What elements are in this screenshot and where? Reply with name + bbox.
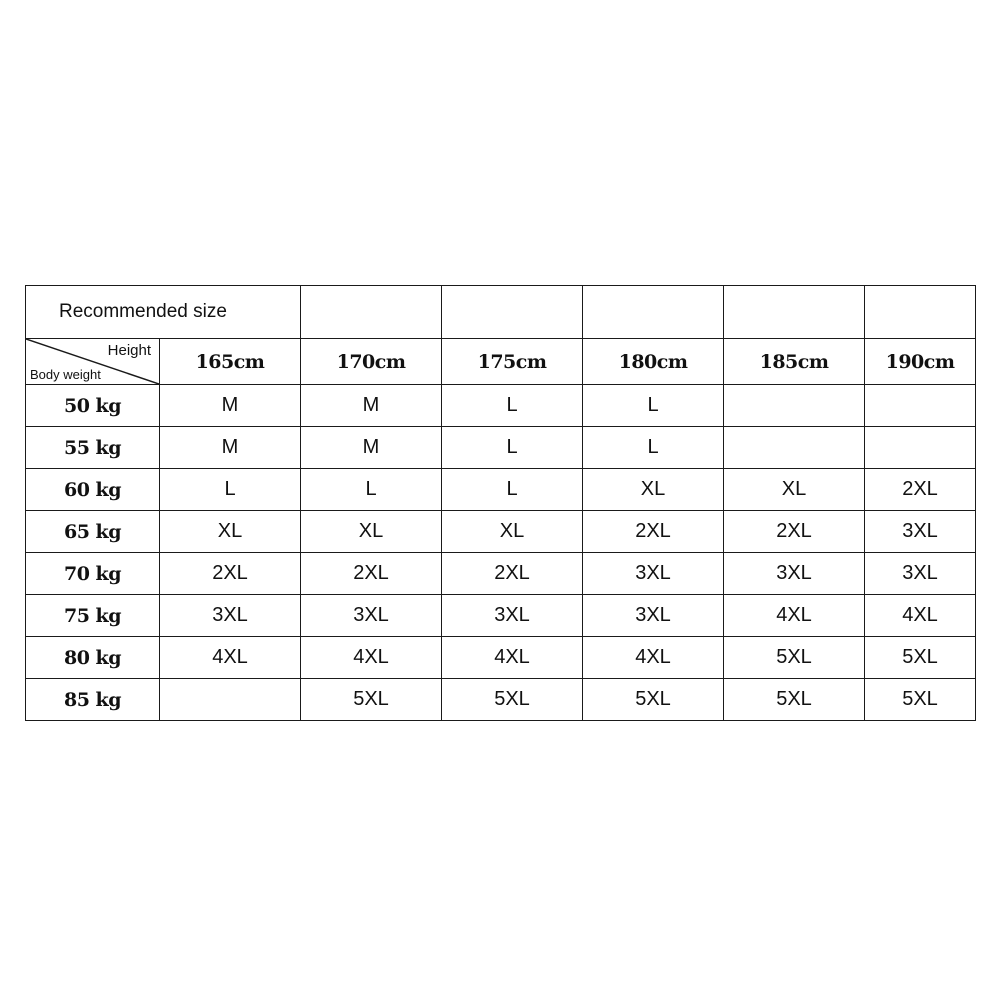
height-header: 180cm xyxy=(583,339,724,385)
empty-title-cell xyxy=(724,286,865,339)
chart-title: Recommended size xyxy=(26,286,301,339)
size-cell: 5XL xyxy=(724,637,865,679)
weight-header: 65 kg xyxy=(26,511,160,553)
size-cell: L xyxy=(442,469,583,511)
size-cell: M xyxy=(160,385,301,427)
size-cell xyxy=(865,385,976,427)
size-cell: 3XL xyxy=(442,595,583,637)
size-cell: 3XL xyxy=(865,511,976,553)
weight-header: 85 kg xyxy=(26,679,160,721)
empty-title-cell xyxy=(865,286,976,339)
size-cell: 2XL xyxy=(442,553,583,595)
table-row xyxy=(26,595,976,637)
size-cell: L xyxy=(583,427,724,469)
size-cell: 3XL xyxy=(160,595,301,637)
height-header: 185cm xyxy=(724,339,865,385)
empty-title-cell xyxy=(583,286,724,339)
size-cell: XL xyxy=(301,511,442,553)
size-cell: L xyxy=(442,385,583,427)
size-cell: L xyxy=(583,385,724,427)
size-cell: 3XL xyxy=(865,553,976,595)
table-row xyxy=(26,679,976,721)
size-cell: M xyxy=(160,427,301,469)
size-cell: 4XL xyxy=(583,637,724,679)
empty-title-cell xyxy=(301,286,442,339)
height-axis-label: Height xyxy=(107,342,151,359)
size-cell: 2XL xyxy=(301,553,442,595)
size-cell: 5XL xyxy=(301,679,442,721)
size-cell: M xyxy=(301,385,442,427)
size-cell: 2XL xyxy=(583,511,724,553)
empty-title-cell xyxy=(442,286,583,339)
size-cell: 2XL xyxy=(865,469,976,511)
size-cell xyxy=(160,679,301,721)
weight-header: 50 kg xyxy=(26,385,160,427)
weight-axis-label: Body weight xyxy=(30,367,101,382)
size-cell: 5XL xyxy=(724,679,865,721)
size-cell: XL xyxy=(442,511,583,553)
size-cell: 4XL xyxy=(724,595,865,637)
height-header: 165cm xyxy=(160,339,301,385)
size-cell: 3XL xyxy=(301,595,442,637)
header-row xyxy=(26,339,976,385)
table-row xyxy=(26,469,976,511)
size-cell: L xyxy=(442,427,583,469)
table-row xyxy=(26,511,976,553)
size-cell xyxy=(724,427,865,469)
size-cell: L xyxy=(160,469,301,511)
size-cell: 4XL xyxy=(442,637,583,679)
weight-header: 75 kg xyxy=(26,595,160,637)
table-row xyxy=(26,553,976,595)
size-cell: XL xyxy=(160,511,301,553)
weight-header: 80 kg xyxy=(26,637,160,679)
size-cell xyxy=(724,385,865,427)
size-cell: L xyxy=(301,469,442,511)
weight-header: 55 kg xyxy=(26,427,160,469)
size-cell: 4XL xyxy=(301,637,442,679)
table-row xyxy=(26,385,976,427)
size-cell: XL xyxy=(724,469,865,511)
size-cell: 3XL xyxy=(724,553,865,595)
size-cell xyxy=(865,427,976,469)
height-header: 170cm xyxy=(301,339,442,385)
size-cell: 3XL xyxy=(583,553,724,595)
size-cell: XL xyxy=(583,469,724,511)
size-cell: 5XL xyxy=(583,679,724,721)
size-cell: 3XL xyxy=(583,595,724,637)
size-cell: 2XL xyxy=(160,553,301,595)
table-row xyxy=(26,637,976,679)
weight-header: 70 kg xyxy=(26,553,160,595)
height-header: 175cm xyxy=(442,339,583,385)
size-cell: 2XL xyxy=(724,511,865,553)
table-row xyxy=(26,427,976,469)
size-cell: 5XL xyxy=(442,679,583,721)
height-header: 190cm xyxy=(865,339,976,385)
size-cell: 4XL xyxy=(160,637,301,679)
size-cell: 5XL xyxy=(865,637,976,679)
size-cell: M xyxy=(301,427,442,469)
title-row xyxy=(26,286,976,339)
size-cell: 5XL xyxy=(865,679,976,721)
size-chart-table xyxy=(25,285,976,721)
size-cell: 4XL xyxy=(865,595,976,637)
corner-header-cell xyxy=(26,339,160,385)
weight-header: 60 kg xyxy=(26,469,160,511)
